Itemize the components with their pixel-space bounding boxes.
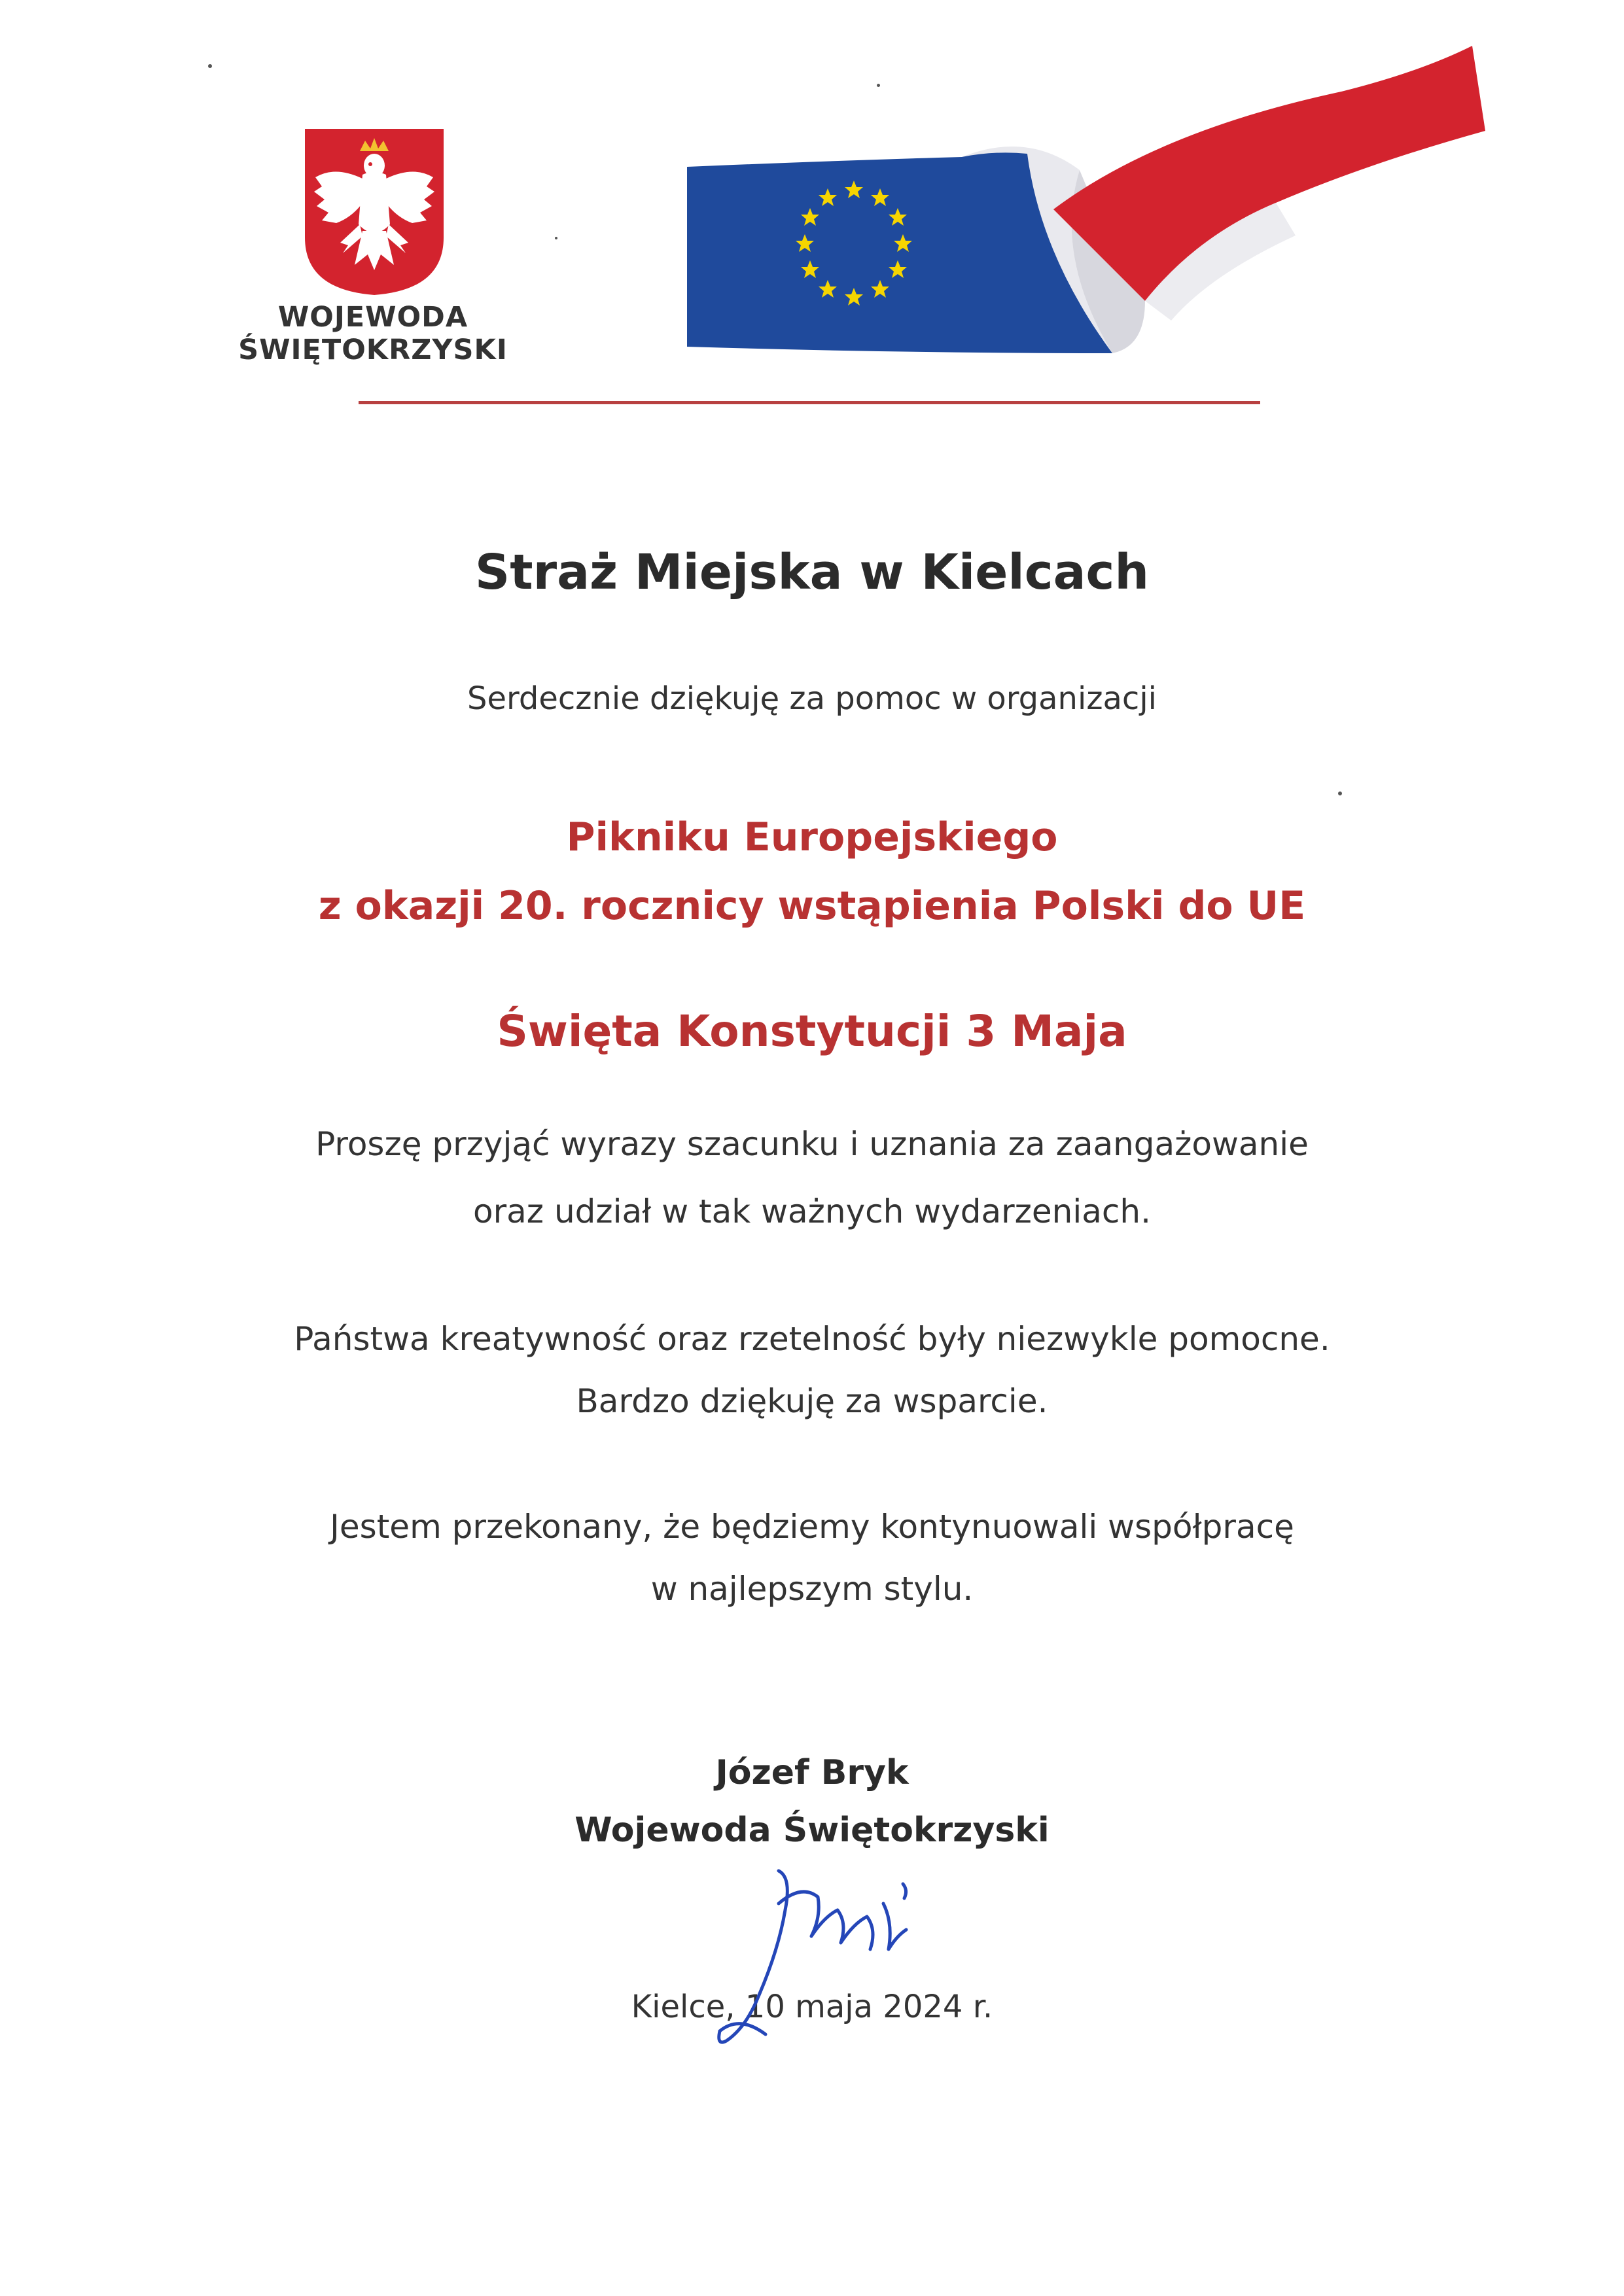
scan-speck: [555, 237, 557, 239]
recipient-heading: Straż Miejska w Kielcach: [474, 544, 1150, 600]
paragraph-3-line-1: Jestem przekonany, że będziemy kontynuowali współpracę: [330, 1508, 1294, 1546]
signatory-title: Wojewoda Świętokrzyski: [574, 1811, 1050, 1850]
event-line-3: Święta Konstytucji 3 Maja: [497, 1006, 1127, 1056]
eu-and-poland-flags-icon: [687, 39, 1498, 379]
issuer-line-1: WOJEWODA: [277, 301, 468, 334]
issuer-name: [236, 301, 510, 366]
scan-speck: [1338, 791, 1342, 795]
header-divider: [359, 401, 1260, 404]
signatory-name: Józef Bryk: [715, 1753, 909, 1792]
scan-speck: [208, 64, 212, 68]
scan-speck: [877, 84, 880, 87]
coat-of-arms-icon: [302, 126, 446, 298]
handwritten-signature-icon: [680, 1864, 962, 2061]
paragraph-2-line-2: Bardzo dziękuję za wsparcie.: [576, 1382, 1048, 1420]
event-line-1: Pikniku Europejskiego: [566, 814, 1058, 860]
paragraph-2-line-1: Państwa kreatywność oraz rzetelność były niezwykle pomocne.: [294, 1320, 1330, 1358]
place-and-date: Kielce, 10 maja 2024 r.: [631, 1989, 993, 2025]
issuer-line-2: ŚWIĘTOKRZYSKI: [238, 334, 508, 366]
paragraph-3-line-2: w najlepszym stylu.: [650, 1570, 974, 1608]
intro-text: Serdecznie dziękuję za pomoc w organizacji: [467, 680, 1157, 717]
event-line-2: z okazji 20. rocznicy wstąpienia Polski do UE: [318, 883, 1306, 929]
paragraph-1-line-1: Proszę przyjąć wyrazy szacunku i uznania za zaangażowanie: [315, 1125, 1309, 1163]
paragraph-1-line-2: oraz udział w tak ważnych wydarzeniach.: [473, 1192, 1151, 1230]
